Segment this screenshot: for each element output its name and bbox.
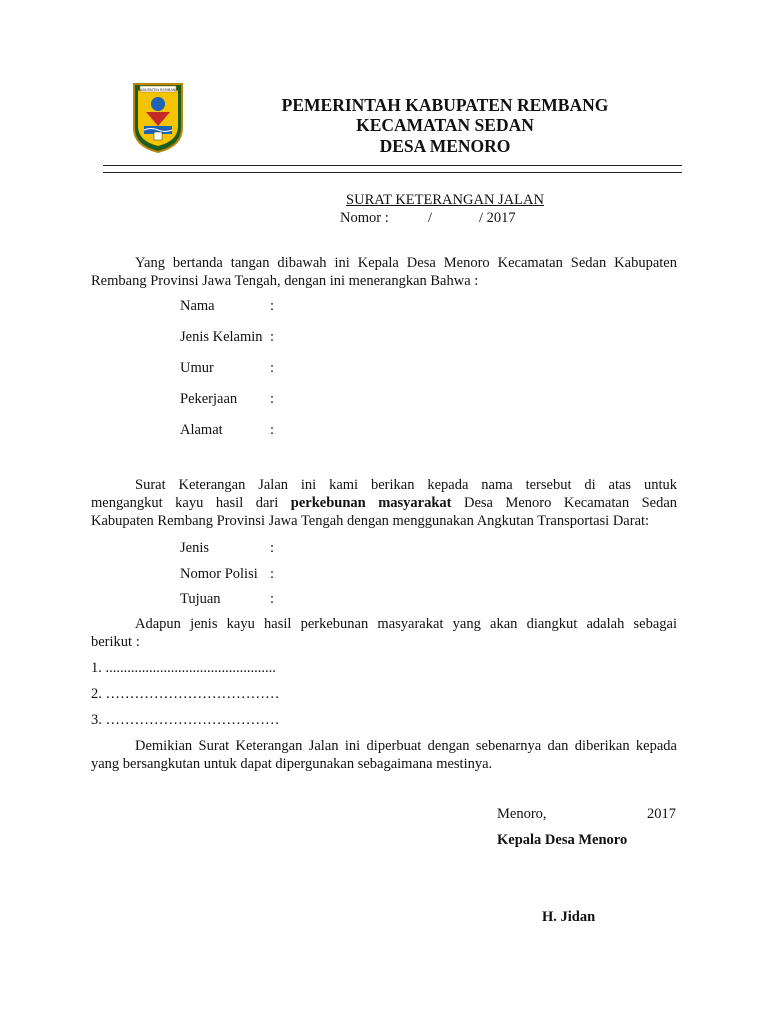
field-label: Nama [180, 298, 215, 314]
field-jenis [180, 539, 274, 557]
wood-item-2: 2. ……………………………… [91, 686, 280, 702]
field-colon: : [270, 591, 275, 607]
field-nomor-polisi [180, 565, 274, 583]
document-number-label: Nomor : [340, 210, 389, 226]
wood-item-3: 3. ……………………………… [91, 712, 280, 728]
field-umur [180, 359, 274, 377]
field-jenis-kelamin [180, 328, 274, 346]
purpose-bold-text: perkebunan masyarakat [290, 495, 452, 511]
intro-line-2: Rembang Provinsi Jawa Tengah, dengan ini menerangkan Bahwa : [91, 273, 479, 289]
field-colon: : [270, 566, 275, 582]
field-label: Umur [180, 360, 214, 376]
field-label: Pekerjaan [180, 391, 238, 407]
document-title: SURAT KETERANGAN JALAN [346, 192, 544, 208]
signature-name: H. Jidan [542, 909, 596, 925]
field-label: Alamat [180, 422, 223, 438]
wood-line-2: berikut : [91, 634, 140, 650]
purpose-line-2: mengangkut kayu hasil dari perkebunan masyarakat Desa Menoro Kecamatan Sedan [91, 495, 678, 511]
field-tujuan [180, 590, 274, 608]
wood-line-1: Adapun jenis kayu hasil perkebunan masyarakat yang akan diangkut adalah sebagai [135, 616, 677, 632]
field-colon: : [270, 298, 275, 314]
signature-year: 2017 [647, 806, 676, 822]
closing-line-1: Demikian Surat Keterangan Jalan ini diperbuat dengan sebenarnya dan diberikan kepada [135, 738, 677, 754]
letterhead-rule-thick [103, 165, 682, 166]
signature-place: Menoro, [497, 806, 547, 822]
signature-position: Kepala Desa Menoro [497, 832, 628, 848]
field-pekerjaan [180, 390, 274, 408]
purpose-line-3: Kabupaten Rembang Provinsi Jawa Tengah dengan menggunakan Angkutan Transportasi Darat: [91, 513, 650, 529]
document-number-year: / 2017 [479, 210, 516, 226]
letterhead-rule-thin [103, 172, 682, 173]
closing-line-2: yang bersangkutan untuk dapat dipergunakan sebagaimana mestinya. [91, 756, 493, 772]
field-label: Tujuan [180, 591, 221, 607]
letterhead-line-2: KECAMATAN SEDAN [356, 115, 534, 135]
field-colon: : [270, 329, 275, 345]
field-label: Jenis Kelamin [180, 329, 263, 345]
field-label: Nomor Polisi [180, 566, 258, 582]
letterhead-line-3: DESA MENORO [379, 136, 511, 156]
field-alamat [180, 421, 274, 439]
field-colon: : [270, 422, 275, 438]
purpose-line-1: Surat Keterangan Jalan ini kami berikan kepada nama tersebut di atas untuk [135, 477, 677, 493]
letterhead-line-1: PEMERINTAH KABUPATEN REMBANG [281, 95, 609, 115]
field-nama [180, 297, 274, 315]
wood-item-1: 1. ............................................... [91, 660, 276, 676]
field-label: Jenis [180, 540, 209, 556]
document-number-separator: / [428, 210, 433, 226]
field-colon: : [270, 540, 275, 556]
field-colon: : [270, 391, 275, 407]
intro-line-1: Yang bertanda tangan dibawah ini Kepala Desa Menoro Kecamatan Sedan Kabupaten [135, 255, 677, 271]
field-colon: : [270, 360, 275, 376]
logo-text: KABUPATEN REMBANG [137, 87, 179, 92]
kabupaten-rembang-logo [132, 82, 184, 154]
